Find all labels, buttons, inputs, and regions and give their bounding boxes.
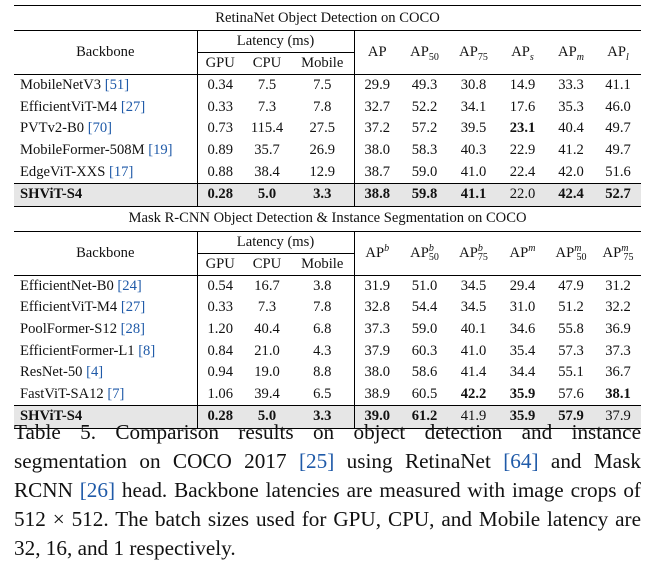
metric-sub: 75 bbox=[477, 51, 488, 63]
backbone-name: MobileFormer-508M bbox=[20, 142, 145, 159]
value-cell: 39.0 bbox=[354, 406, 400, 429]
value-cell: 31.9 bbox=[364, 277, 391, 294]
metric-base: AP bbox=[367, 44, 387, 60]
value-cell: 32.7 bbox=[364, 98, 391, 115]
latency-subheader: GPU bbox=[197, 53, 243, 75]
value-cell: 59.8 bbox=[400, 183, 449, 206]
value-cell: 7.8 bbox=[291, 97, 354, 119]
value-cell: 60.5 bbox=[411, 385, 438, 402]
metric-base: AP bbox=[459, 44, 478, 60]
caption-text-3: and Mask RCNN bbox=[14, 449, 641, 502]
value-cell: 34.5 bbox=[460, 299, 487, 316]
caption-cite-2[interactable]: [64] bbox=[503, 449, 539, 473]
backbone-name-cell bbox=[14, 75, 197, 97]
value-cell: 37.3 bbox=[364, 321, 391, 338]
backbone-name-cell bbox=[14, 140, 197, 162]
value-cell: 35.4 bbox=[509, 342, 536, 359]
backbone-header: Backbone bbox=[14, 31, 197, 75]
value-cell: 4.3 bbox=[291, 340, 354, 362]
metric-sub: 75 bbox=[623, 252, 634, 264]
value-cell: 0.84 bbox=[207, 342, 234, 359]
value-cell: 42.0 bbox=[558, 163, 584, 180]
metric-header bbox=[547, 231, 595, 275]
value-cell: 0.28 bbox=[197, 183, 243, 206]
citation-link[interactable]: [17] bbox=[109, 163, 134, 180]
section-title-row bbox=[14, 206, 641, 231]
value-cell: 22.4 bbox=[509, 163, 536, 180]
latency-subheader: CPU bbox=[243, 253, 291, 275]
backbone-name: EfficientViT-M4 bbox=[20, 299, 118, 316]
value-cell: 31.2 bbox=[605, 277, 631, 294]
backbone-name-cell bbox=[14, 183, 197, 206]
value-cell: 41.0 bbox=[460, 342, 487, 359]
results-table-container bbox=[14, 5, 641, 429]
value-cell: 58.3 bbox=[411, 142, 438, 159]
value-cell: 12.9 bbox=[291, 161, 354, 183]
metric-base: AP bbox=[558, 44, 577, 60]
value-cell: 39.5 bbox=[460, 120, 487, 137]
value-cell: 3.3 bbox=[291, 183, 354, 206]
value-cell: 37.9 bbox=[595, 406, 641, 429]
caption-cite-3[interactable]: [26] bbox=[79, 478, 116, 502]
value-cell: 54.4 bbox=[411, 299, 438, 316]
value-cell: 38.4 bbox=[254, 163, 280, 180]
metric-header bbox=[498, 231, 547, 275]
value-cell: 57.9 bbox=[547, 406, 595, 429]
value-cell: 51.6 bbox=[605, 163, 631, 180]
section-title: RetinaNet Object Detection on COCO bbox=[14, 6, 641, 31]
citation-link[interactable]: [27] bbox=[120, 299, 146, 316]
value-cell: 14.9 bbox=[509, 77, 536, 94]
caption-cite-1[interactable]: [25] bbox=[298, 449, 335, 473]
metric-sub: l bbox=[625, 51, 629, 63]
value-cell: 61.2 bbox=[400, 406, 449, 429]
metric-base: AP bbox=[410, 44, 429, 60]
table-row bbox=[14, 384, 641, 406]
value-cell: 7.8 bbox=[291, 297, 354, 319]
table-row bbox=[14, 161, 641, 183]
backbone-name-cell bbox=[14, 275, 197, 297]
value-cell: 16.7 bbox=[254, 277, 280, 294]
value-cell: 6.8 bbox=[291, 319, 354, 341]
metric-base: AP bbox=[365, 244, 385, 261]
citation-link[interactable]: [24] bbox=[117, 277, 142, 294]
backbone-name: PVTv2-B0 bbox=[20, 120, 85, 137]
table-row bbox=[14, 183, 641, 206]
value-cell: 22.9 bbox=[509, 142, 536, 159]
value-cell: 40.1 bbox=[460, 321, 487, 338]
metric-sub: 50 bbox=[576, 252, 587, 264]
value-cell: 49.7 bbox=[605, 142, 631, 159]
value-cell: 52.2 bbox=[411, 98, 438, 115]
value-cell: 55.8 bbox=[558, 321, 584, 338]
metric-base: AP bbox=[459, 244, 478, 261]
value-cell: 37.3 bbox=[605, 342, 631, 359]
value-cell: 47.9 bbox=[558, 277, 584, 294]
metric-base: AP bbox=[607, 44, 626, 60]
backbone-name: ResNet-50 bbox=[20, 364, 83, 381]
metric-sup: m bbox=[621, 242, 629, 254]
value-cell: 115.4 bbox=[250, 120, 284, 137]
metric-header bbox=[595, 31, 641, 75]
metric-sub: m bbox=[576, 51, 584, 63]
value-cell: 58.6 bbox=[411, 364, 438, 381]
caption-text-4: head. Backbone latencies are measured with image crops of 512 × 512. The batch sizes used for GPU, CPU, and Mobile latency are 32, 16, and 1 respectively. bbox=[14, 478, 641, 560]
value-cell: 39.4 bbox=[254, 385, 280, 402]
value-cell: 0.73 bbox=[207, 120, 234, 137]
backbone-name: EfficientNet-B0 bbox=[20, 277, 114, 294]
comparison-table bbox=[14, 5, 641, 429]
value-cell: 35.9 bbox=[498, 406, 547, 429]
metric-header bbox=[547, 31, 595, 75]
backbone-name-cell bbox=[14, 384, 197, 406]
latency-subheader: CPU bbox=[243, 53, 291, 75]
value-cell: 40.3 bbox=[460, 142, 487, 159]
backbone-name-cell bbox=[14, 319, 197, 341]
value-cell: 59.0 bbox=[411, 321, 438, 338]
table-row bbox=[14, 319, 641, 341]
value-cell: 38.0 bbox=[364, 142, 391, 159]
value-cell: 41.4 bbox=[460, 364, 487, 381]
value-cell: 57.3 bbox=[558, 342, 584, 359]
backbone-name: EfficientViT-M4 bbox=[20, 98, 118, 115]
value-cell: 35.9 bbox=[509, 385, 536, 402]
value-cell: 57.6 bbox=[558, 385, 584, 402]
value-cell: 0.94 bbox=[207, 364, 234, 381]
value-cell: 42.4 bbox=[547, 183, 595, 206]
value-cell: 49.7 bbox=[605, 120, 631, 137]
value-cell: 52.7 bbox=[595, 183, 641, 206]
metric-header bbox=[354, 231, 400, 275]
table-row bbox=[14, 140, 641, 162]
metric-sub: 75 bbox=[477, 252, 488, 264]
value-cell: 46.0 bbox=[605, 98, 631, 115]
citation-link[interactable]: [27] bbox=[120, 98, 146, 115]
table-row bbox=[14, 275, 641, 297]
table-row bbox=[14, 297, 641, 319]
value-cell: 0.33 bbox=[207, 299, 234, 316]
metric-sup: b bbox=[477, 242, 483, 254]
metric-base: AP bbox=[509, 244, 529, 261]
value-cell: 51.2 bbox=[558, 299, 584, 316]
header-row bbox=[14, 231, 641, 253]
backbone-name-cell bbox=[14, 362, 197, 384]
value-cell: 40.4 bbox=[254, 321, 280, 338]
value-cell: 35.3 bbox=[558, 98, 584, 115]
value-cell: 38.1 bbox=[605, 385, 631, 402]
backbone-header: Backbone bbox=[14, 231, 197, 275]
value-cell: 41.1 bbox=[449, 183, 498, 206]
value-cell: 41.1 bbox=[605, 77, 631, 94]
value-cell: 0.28 bbox=[197, 406, 243, 429]
value-cell: 51.0 bbox=[411, 277, 438, 294]
section-title-row bbox=[14, 6, 641, 31]
backbone-name-cell bbox=[14, 340, 197, 362]
value-cell: 34.4 bbox=[509, 364, 536, 381]
value-cell: 32.8 bbox=[364, 299, 391, 316]
metric-header bbox=[354, 31, 400, 75]
metric-header bbox=[400, 31, 449, 75]
backbone-name: PoolFormer-S12 bbox=[20, 321, 118, 338]
value-cell: 0.88 bbox=[207, 163, 234, 180]
value-cell: 41.0 bbox=[460, 163, 487, 180]
caption-text-2: using RetinaNet bbox=[334, 449, 504, 473]
metric-header bbox=[449, 231, 498, 275]
value-cell: 27.5 bbox=[291, 118, 354, 140]
value-cell: 7.5 bbox=[291, 75, 354, 97]
metric-sub: 50 bbox=[428, 51, 439, 63]
value-cell: 36.9 bbox=[605, 321, 631, 338]
value-cell: 34.6 bbox=[509, 321, 536, 338]
metric-base: AP bbox=[602, 244, 622, 261]
value-cell: 30.8 bbox=[460, 77, 487, 94]
metric-header bbox=[595, 231, 641, 275]
backbone-name-cell bbox=[14, 161, 197, 183]
value-cell: 23.1 bbox=[509, 120, 536, 137]
table-row bbox=[14, 340, 641, 362]
value-cell: 19.0 bbox=[254, 364, 280, 381]
value-cell: 38.7 bbox=[364, 163, 391, 180]
value-cell: 17.6 bbox=[509, 98, 536, 115]
value-cell: 8.8 bbox=[291, 362, 354, 384]
metric-sup: m bbox=[574, 242, 582, 254]
value-cell: 60.3 bbox=[411, 342, 438, 359]
metric-sup: b bbox=[384, 242, 390, 254]
metric-sub: s bbox=[529, 51, 534, 63]
value-cell: 49.3 bbox=[411, 77, 438, 94]
citation-link[interactable]: [8] bbox=[138, 342, 156, 359]
latency-subheader: GPU bbox=[197, 253, 243, 275]
value-cell: 42.2 bbox=[460, 385, 487, 402]
section-title: Mask R-CNN Object Detection & Instance Segmentation on COCO bbox=[14, 206, 641, 231]
value-cell: 7.5 bbox=[257, 77, 277, 94]
value-cell: 34.5 bbox=[460, 277, 487, 294]
backbone-name: FastViT-SA12 bbox=[20, 385, 104, 402]
value-cell: 40.4 bbox=[558, 120, 584, 137]
value-cell: 6.5 bbox=[291, 384, 354, 406]
table-caption bbox=[14, 418, 641, 563]
value-cell: 57.2 bbox=[411, 120, 438, 137]
value-cell: 41.2 bbox=[558, 142, 584, 159]
value-cell: 5.0 bbox=[243, 406, 291, 429]
value-cell: 29.9 bbox=[364, 77, 391, 94]
caption-label: Table 5. bbox=[14, 420, 96, 444]
value-cell: 34.1 bbox=[460, 98, 487, 115]
value-cell: 3.3 bbox=[291, 406, 354, 429]
value-cell: 26.9 bbox=[291, 140, 354, 162]
backbone-name: EfficientFormer-L1 bbox=[20, 342, 135, 359]
latency-header: Latency (ms) bbox=[197, 231, 354, 253]
value-cell: 3.8 bbox=[291, 275, 354, 297]
metric-header bbox=[400, 231, 449, 275]
value-cell: 32.2 bbox=[605, 299, 631, 316]
latency-subheader: Mobile bbox=[291, 53, 354, 75]
metric-base: AP bbox=[555, 244, 575, 261]
value-cell: 37.9 bbox=[364, 342, 391, 359]
backbone-name-cell bbox=[14, 97, 197, 119]
metric-sup: b bbox=[428, 242, 434, 254]
metric-sup: m bbox=[528, 242, 536, 254]
backbone-name: SHViT-S4 bbox=[20, 408, 83, 425]
value-cell: 5.0 bbox=[243, 183, 291, 206]
latency-header: Latency (ms) bbox=[197, 31, 354, 53]
citation-link[interactable]: [51] bbox=[104, 77, 130, 94]
header-row bbox=[14, 31, 641, 53]
value-cell: 37.2 bbox=[364, 120, 391, 137]
citation-link[interactable]: [7] bbox=[107, 385, 125, 402]
latency-subheader: Mobile bbox=[291, 253, 354, 275]
value-cell: 0.89 bbox=[207, 142, 234, 159]
metric-base: AP bbox=[410, 244, 429, 261]
backbone-name: EdgeViT-XXS bbox=[20, 163, 106, 180]
table-row bbox=[14, 362, 641, 384]
backbone-name: SHViT-S4 bbox=[20, 186, 83, 203]
value-cell: 36.7 bbox=[605, 364, 631, 381]
backbone-name-cell bbox=[14, 297, 197, 319]
citation-link[interactable]: [4] bbox=[86, 364, 104, 381]
table-row bbox=[14, 97, 641, 119]
metric-base: AP bbox=[511, 44, 530, 60]
metric-sub: 50 bbox=[428, 252, 439, 264]
caption-text-1: Comparison results on object detection and instance segmentation on COCO 2017 bbox=[14, 420, 641, 473]
citation-link[interactable]: [28] bbox=[120, 321, 145, 338]
value-cell: 35.7 bbox=[254, 142, 280, 159]
backbone-name: MobileNetV3 bbox=[20, 77, 102, 94]
value-cell: 29.4 bbox=[509, 277, 536, 294]
value-cell: 38.9 bbox=[364, 385, 391, 402]
value-cell: 33.3 bbox=[558, 77, 584, 94]
metric-header bbox=[449, 31, 498, 75]
metric-header bbox=[498, 31, 547, 75]
value-cell: 7.3 bbox=[257, 299, 277, 316]
value-cell: 1.20 bbox=[207, 321, 234, 338]
value-cell: 31.0 bbox=[509, 299, 536, 316]
value-cell: 7.3 bbox=[257, 98, 277, 115]
backbone-name-cell bbox=[14, 118, 197, 140]
table-row bbox=[14, 75, 641, 97]
table-row bbox=[14, 118, 641, 140]
value-cell: 0.33 bbox=[207, 98, 234, 115]
value-cell: 1.06 bbox=[207, 385, 234, 402]
value-cell: 59.0 bbox=[411, 163, 438, 180]
value-cell: 41.9 bbox=[449, 406, 498, 429]
value-cell: 38.8 bbox=[354, 183, 400, 206]
value-cell: 0.54 bbox=[207, 277, 234, 294]
value-cell: 21.0 bbox=[254, 342, 280, 359]
citation-link[interactable]: [19] bbox=[148, 142, 173, 159]
citation-link[interactable]: [70] bbox=[87, 120, 113, 137]
value-cell: 22.0 bbox=[498, 183, 547, 206]
value-cell: 0.34 bbox=[207, 77, 234, 94]
value-cell: 55.1 bbox=[558, 364, 584, 381]
value-cell: 38.0 bbox=[364, 364, 391, 381]
